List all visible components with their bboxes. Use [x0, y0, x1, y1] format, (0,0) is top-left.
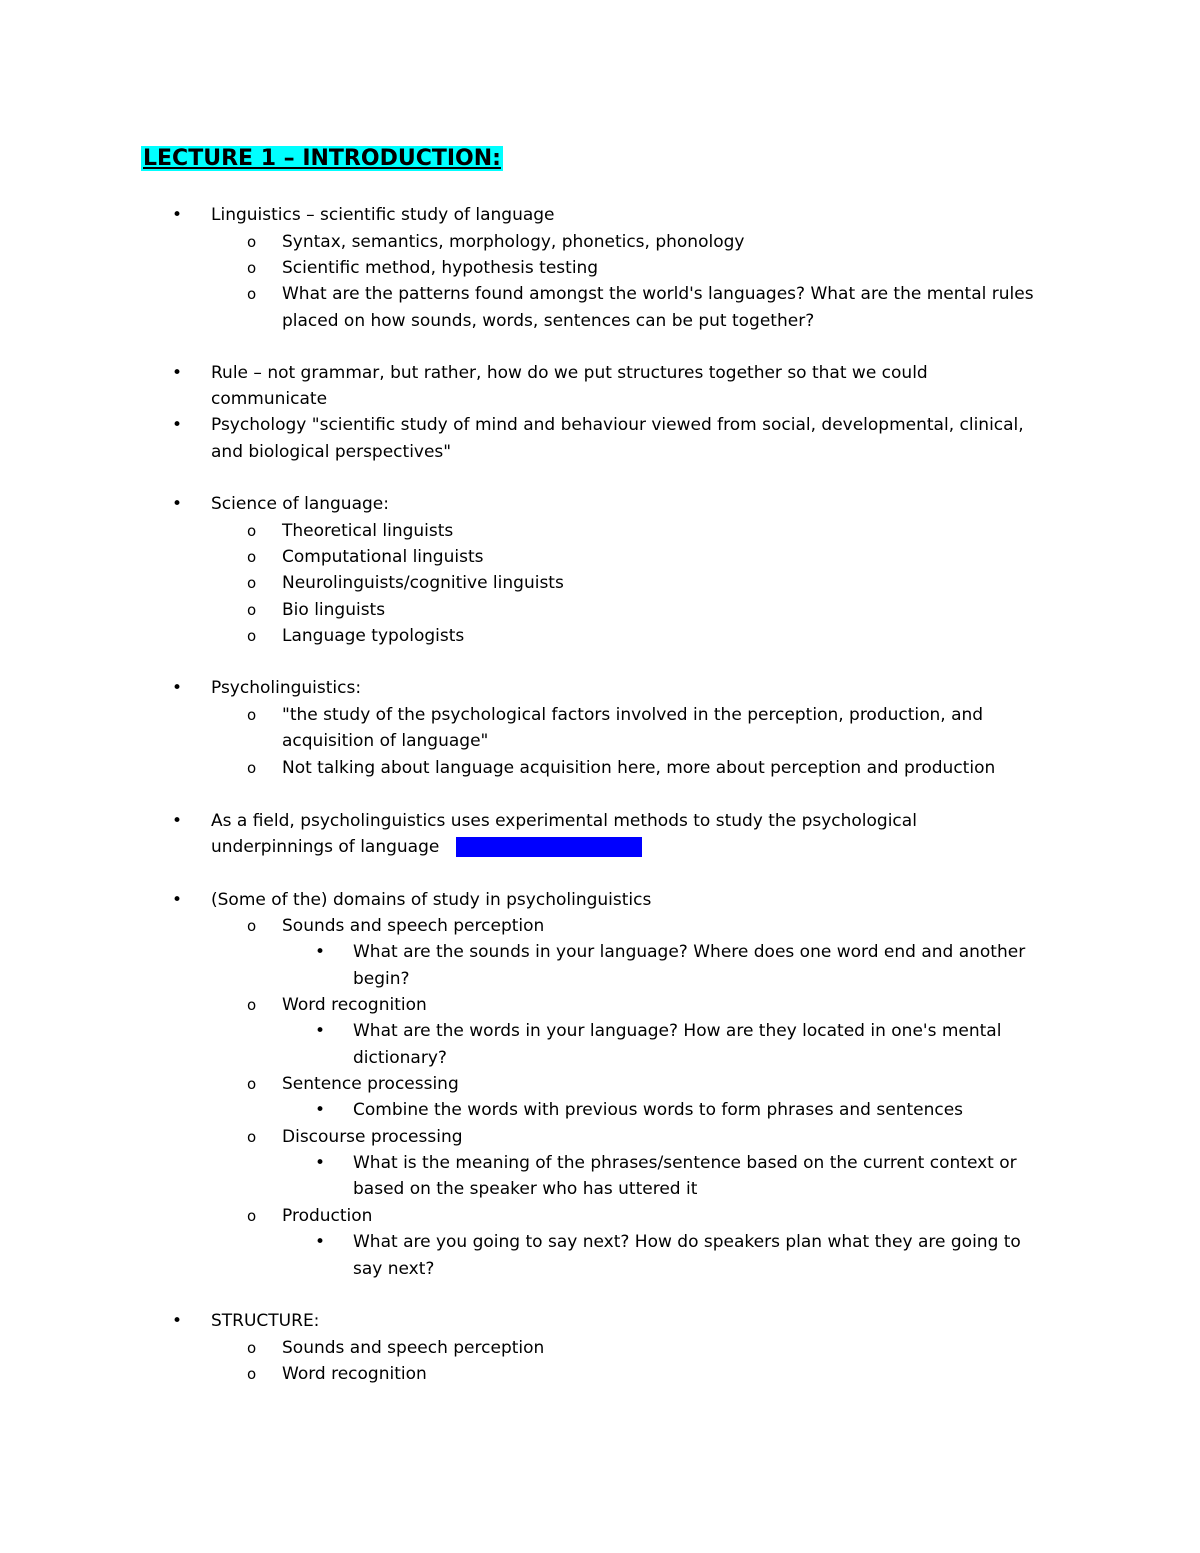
list-item-continuation: acquisition of language" [282, 731, 489, 751]
list-item: Word recognition [282, 995, 427, 1015]
bullet-l1: • [172, 205, 183, 225]
list-item: Computational linguists [282, 547, 484, 567]
bullet-l3: • [315, 1021, 326, 1041]
bullet-l1: • [172, 811, 183, 831]
bullet-l1: • [172, 890, 183, 910]
list-item: STRUCTURE: [211, 1311, 320, 1331]
list-item: Production [282, 1206, 373, 1226]
list-item: Syntax, semantics, morphology, phonetics, phonology [282, 232, 745, 252]
list-item-continuation [211, 834, 642, 860]
list-item-continuation: dictionary? [353, 1048, 447, 1068]
bullet-l2: o [247, 574, 257, 592]
list-item: Psycholinguistics: [211, 678, 362, 698]
bullet-l1: • [172, 415, 183, 435]
list-item: Bio linguists [282, 600, 386, 620]
bullet-l1: • [172, 678, 183, 698]
heading-highlight: LECTURE 1 – INTRODUCTION: [143, 146, 501, 171]
list-item-continuation: begin? [353, 969, 410, 989]
bullet-l2: o [247, 601, 257, 619]
list-item: Psychology "scientific study of mind and behaviour viewed from social, developmental, clinical, [211, 415, 1024, 435]
bullet-l3: • [315, 942, 326, 962]
bullet-l2: o [247, 1339, 257, 1357]
list-item-continuation: say next? [353, 1259, 435, 1279]
list-item: Not talking about language acquisition here, more about perception and production [282, 758, 996, 778]
bullet-l2: o [247, 759, 257, 777]
bullet-l2: o [247, 1075, 257, 1093]
list-item: Theoretical linguists [282, 521, 454, 541]
list-item: Science of language: [211, 494, 389, 514]
bullet-l1: • [172, 1311, 183, 1331]
bullet-l2: o [247, 1365, 257, 1383]
bullet-l2: o [247, 917, 257, 935]
list-item: What are the sounds in your language? Where does one word end and another [353, 942, 1026, 962]
bullet-l2: o [247, 627, 257, 645]
bullet-l2: o [247, 706, 257, 724]
list-item: Linguistics – scientific study of language [211, 205, 555, 225]
list-item: Word recognition [282, 1364, 427, 1384]
bullet-l2: o [247, 233, 257, 251]
list-item: Discourse processing [282, 1127, 463, 1147]
list-item: Sounds and speech perception [282, 916, 545, 936]
list-item-continuation: placed on how sounds, words, sentences can be put together? [282, 311, 815, 331]
list-item: What are you going to say next? How do speakers plan what they are going to [353, 1232, 1021, 1252]
list-item: (Some of the) domains of study in psycholinguistics [211, 890, 652, 910]
bullet-l2: o [247, 259, 257, 277]
lecture-heading [141, 143, 503, 175]
bullet-l3: • [315, 1232, 326, 1252]
bullet-l2: o [247, 996, 257, 1014]
list-item: Language typologists [282, 626, 465, 646]
bullet-l2: o [247, 548, 257, 566]
list-item: What is the meaning of the phrases/sentence based on the current context or [353, 1153, 1017, 1173]
list-item: Sentence processing [282, 1074, 459, 1094]
list-item: Neurolinguists/cognitive linguists [282, 573, 564, 593]
list-item: Sounds and speech perception [282, 1338, 545, 1358]
bullet-l3: • [315, 1153, 326, 1173]
list-item: As a field, psycholinguistics uses experimental methods to study the psychological [211, 811, 917, 831]
bullet-l2: o [247, 285, 257, 303]
list-item-text: underpinnings of language [211, 837, 440, 857]
bullet-l2: o [247, 522, 257, 540]
bullet-l2: o [247, 1207, 257, 1225]
list-item: What are the patterns found amongst the world's languages? What are the mental rules [282, 284, 1034, 304]
list-item-continuation: and biological perspectives" [211, 442, 452, 462]
list-item: What are the words in your language? How are they located in one's mental [353, 1021, 1002, 1041]
bullet-l1: • [172, 363, 183, 383]
list-item-continuation: communicate [211, 389, 328, 409]
bullet-l2: o [247, 1128, 257, 1146]
list-item: Rule – not grammar, but rather, how do we put structures together so that we could [211, 363, 928, 383]
list-item: "the study of the psychological factors involved in the perception, production, and [282, 705, 984, 725]
list-item: Combine the words with previous words to form phrases and sentences [353, 1100, 964, 1120]
list-item: Scientific method, hypothesis testing [282, 258, 599, 278]
list-item-continuation: based on the speaker who has uttered it [353, 1179, 698, 1199]
highlighted-note: (continue from slides) [455, 837, 642, 857]
bullet-l1: • [172, 494, 183, 514]
bullet-l3: • [315, 1100, 326, 1120]
